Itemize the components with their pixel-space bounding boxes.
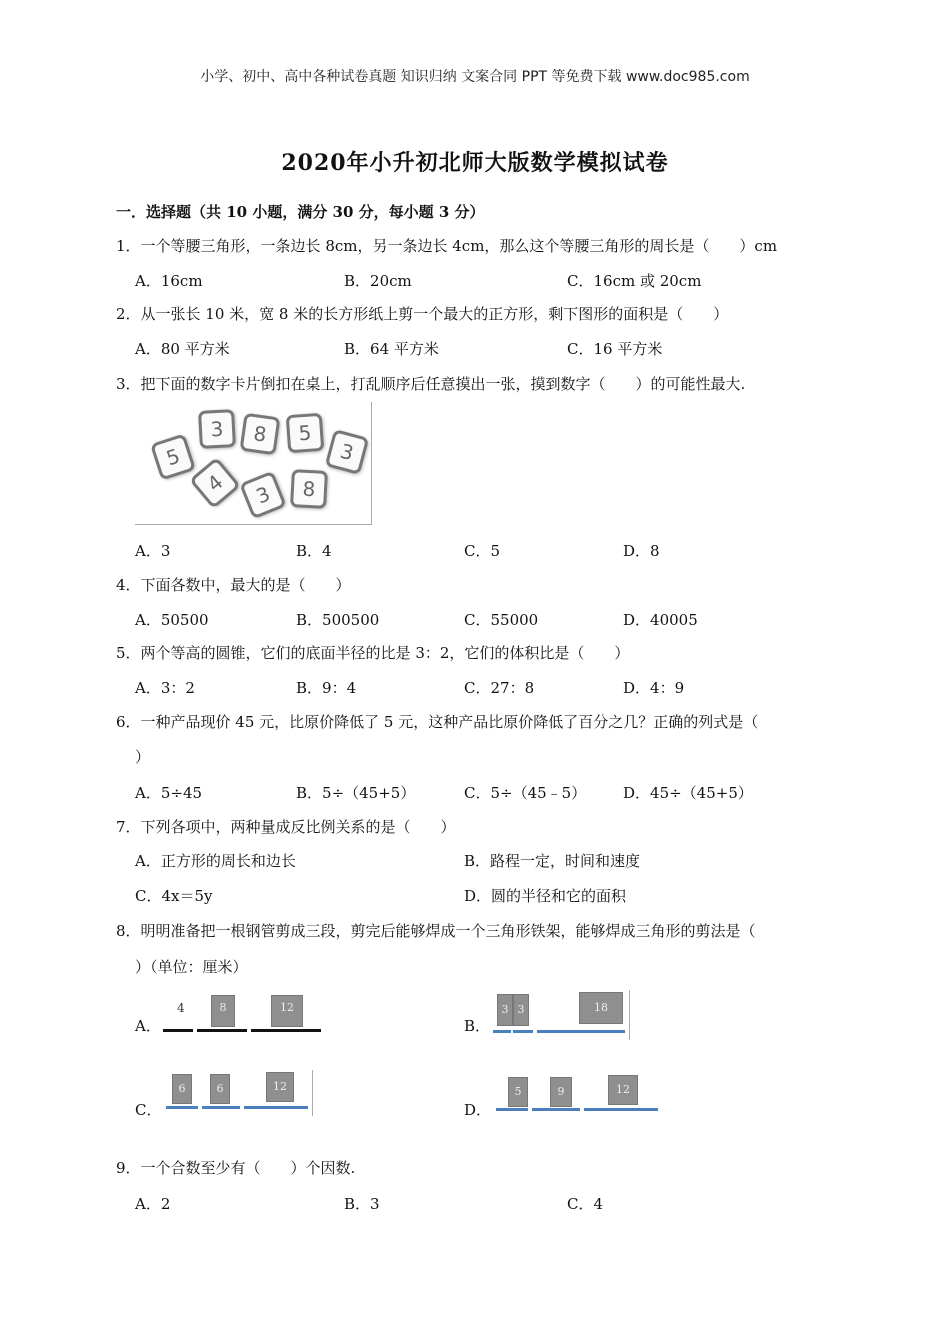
question-4: 4．下面各数中，最大的是（ ）: [116, 576, 351, 594]
stick-label: 5: [508, 1077, 528, 1107]
section-heading: 一．选择题（共 10 小题，满分 30 分，每小题 3 分）: [116, 203, 485, 221]
q3-option-c[interactable]: C．5: [464, 542, 501, 560]
number-card: 5: [286, 413, 325, 453]
q2-option-c[interactable]: C．16 平方米: [567, 340, 663, 358]
stick-label: 6: [210, 1074, 230, 1104]
q2-option-a[interactable]: A．80 平方米: [135, 340, 230, 358]
q9-option-a[interactable]: A．2: [135, 1195, 171, 1213]
q6-option-d[interactable]: D．45÷（45+5）: [623, 784, 753, 802]
stick-label: 3: [497, 994, 513, 1026]
question-6-continued: ）: [135, 748, 151, 766]
q8-figure-a: 4 8 12: [163, 993, 323, 1039]
q7-option-b[interactable]: B．路程一定，时间和速度: [464, 852, 641, 870]
number-card: 4: [189, 457, 241, 509]
q3-option-d[interactable]: D．8: [623, 542, 660, 560]
q6-option-a[interactable]: A．5÷45: [135, 784, 203, 802]
q6-option-b[interactable]: B．5÷（45+5）: [296, 784, 416, 802]
stick-label: 18: [579, 992, 623, 1024]
q4-option-b[interactable]: B．500500: [296, 611, 380, 629]
page-header: 小学、初中、高中各种试卷真题 知识归纳 文案合同 PPT 等免费下载 www.doc985.com: [200, 69, 750, 85]
number-card: 3: [239, 471, 287, 520]
q5-option-b[interactable]: B．9：4: [296, 679, 357, 697]
question-7: 7．下列各项中，两种量成反比例关系的是（ ）: [116, 818, 456, 836]
q8-option-d[interactable]: D．: [464, 1101, 492, 1119]
q8-option-b[interactable]: B．: [464, 1017, 491, 1035]
question-8-continued: ）（单位：厘米）: [135, 958, 248, 976]
stick-label: 3: [513, 994, 529, 1026]
q1-option-c[interactable]: C．16cm 或 20cm: [567, 272, 702, 290]
q4-option-c[interactable]: C．55000: [464, 611, 539, 629]
q1-option-a[interactable]: A．16cm: [135, 272, 203, 290]
q4-option-a[interactable]: A．50500: [135, 611, 209, 629]
number-card: 8: [290, 469, 328, 509]
number-card: 5: [150, 433, 196, 480]
q4-option-d[interactable]: D．40005: [623, 611, 698, 629]
q8-option-a[interactable]: A．: [135, 1017, 161, 1035]
stick-label: 9: [550, 1077, 572, 1107]
q7-option-a[interactable]: A．正方形的周长和边长: [135, 852, 296, 870]
q5-option-d[interactable]: D．4：9: [623, 679, 685, 697]
stick-label: 12: [271, 995, 303, 1027]
stick-label: 8: [211, 995, 235, 1027]
q3-option-a[interactable]: A．3: [135, 542, 171, 560]
q8-option-c[interactable]: C．: [135, 1101, 162, 1119]
question-3: 3．把下面的数字卡片倒扣在桌上，打乱顺序后任意摸出一张，摸到数字（ ）的可能性最大.: [116, 375, 746, 393]
q8-figure-d: [494, 1073, 662, 1117]
q9-option-c[interactable]: C．4: [567, 1195, 604, 1213]
number-cards-figure: [135, 402, 372, 525]
question-6: 6．一种产品现价 45 元，比原价降低了 5 元，这种产品比原价降低了百分之几？正确的列式是（: [116, 713, 759, 731]
page-title: 2020年小升初北师大版数学模拟试卷: [281, 150, 669, 176]
q3-option-b[interactable]: B．4: [296, 542, 332, 560]
question-1: 1．一个等腰三角形，一条边长 8cm，另一条边长 4cm，那么这个等腰三角形的周长是（ ）cm: [116, 237, 778, 255]
q2-option-b[interactable]: B．64 平方米: [344, 340, 439, 358]
number-card: 3: [198, 409, 236, 449]
q8-figure-c: [164, 1070, 313, 1116]
number-card: 3: [325, 429, 370, 475]
q8-figure-b: [491, 990, 630, 1040]
question-8: 8．明明准备把一根钢管剪成三段，剪完后能够焊成一个三角形铁架，能够焊成三角形的剪法是（: [116, 922, 756, 940]
q5-option-c[interactable]: C．27：8: [464, 679, 535, 697]
q5-option-a[interactable]: A．3：2: [135, 679, 195, 697]
question-5: 5．两个等高的圆锥，它们的底面半径的比是 3：2，它们的体积比是（ ）: [116, 644, 630, 662]
stick-label: 12: [266, 1072, 294, 1102]
q6-option-c[interactable]: C．5÷（45﹣5）: [464, 784, 587, 802]
question-9: 9．一个合数至少有（ ）个因数.: [116, 1159, 356, 1177]
stick-label: 6: [172, 1074, 192, 1104]
number-card: 8: [240, 413, 281, 456]
stick-label: 12: [608, 1075, 638, 1105]
q9-option-b[interactable]: B．3: [344, 1195, 380, 1213]
q1-option-b[interactable]: B．20cm: [344, 272, 412, 290]
question-2: 2．从一张长 10 米，宽 8 米的长方形纸上剪一个最大的正方形，剩下图形的面积是（ ）: [116, 305, 729, 323]
q7-option-d[interactable]: D．圆的半径和它的面积: [464, 887, 627, 905]
q7-option-c[interactable]: C．4x＝5y: [135, 887, 213, 905]
